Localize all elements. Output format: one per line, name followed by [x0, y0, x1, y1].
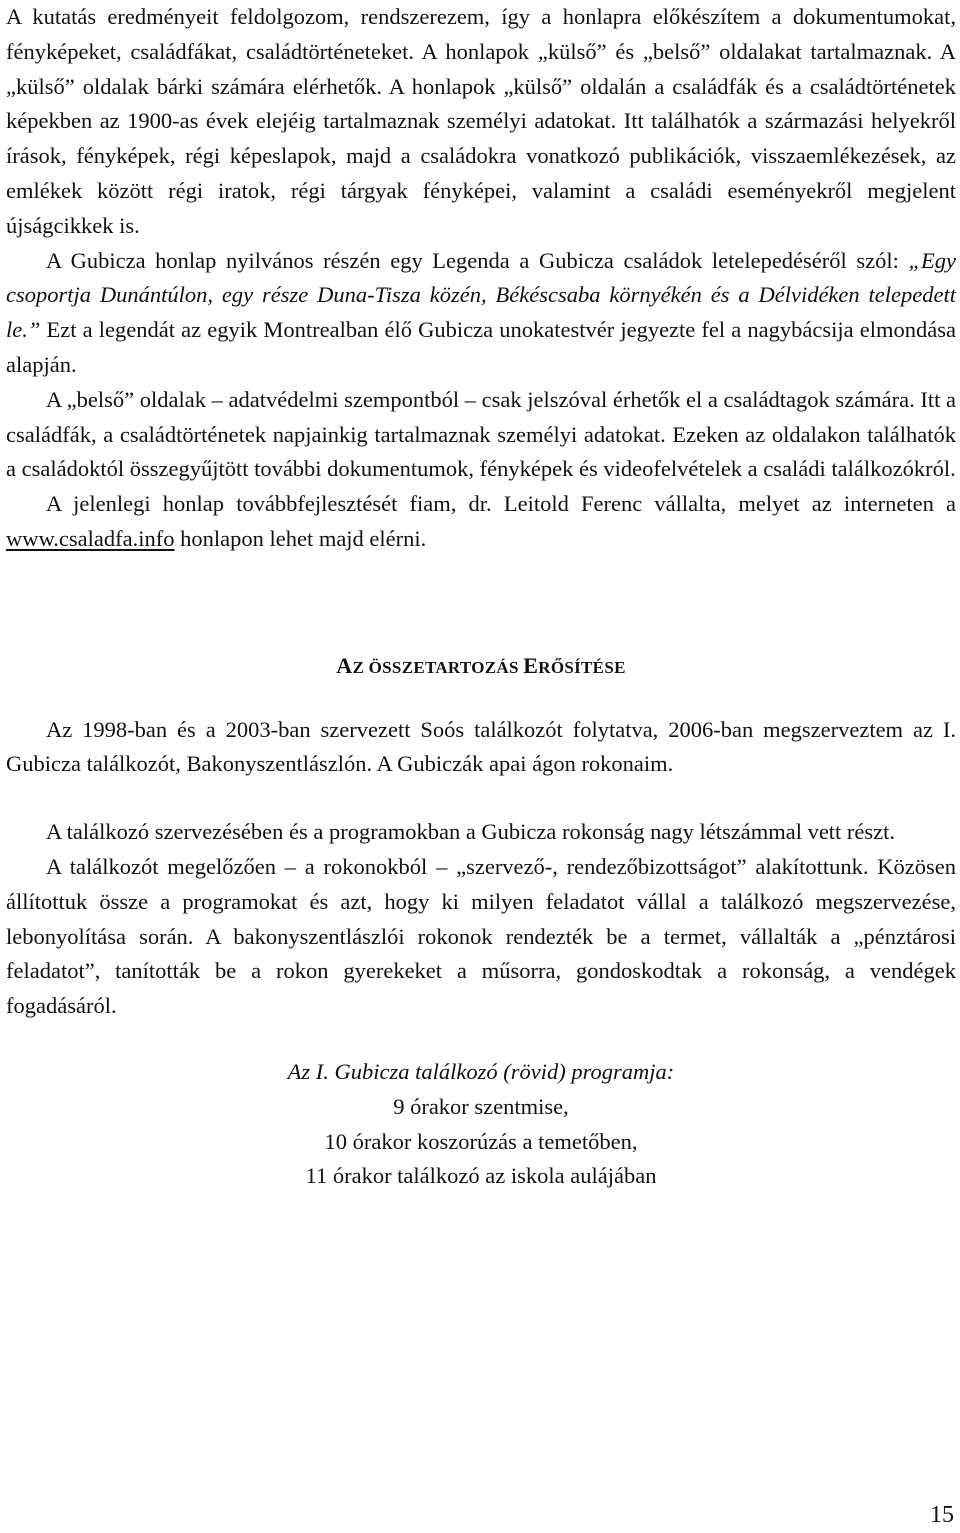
website-link[interactable]: www.csaladfa.info [6, 525, 175, 551]
legend-intro-text: A Gubicza honlap nyilvános részén egy Legenda a Gubicza családok letelepedéséről szól: [46, 247, 909, 273]
paragraph-organizing: A találkozót megelőzően – a rokonokból – „szervező-, rendezőbizottságot” alakítottunk. Közösen állítottuk össze a programokat és azt, hogy ki milyen feladatot vállal a találkozó megszervezése, lebonyolítása során. A bakonyszentlászlói rokonok rendezték be a termet, vállalták a „pénztárosi feladatot”, tanították be a rokon gyerekeket a műsorra, gondoskodtak a rokonság, a vendégek fogadásáról. [6, 853, 956, 1019]
legend-quote: „Egy csoportja Dunántúlon, egy része Duna-Tisza közén, Békéscsaba környékén és a Délvidéken telepedett le.” [6, 247, 956, 343]
page-number: 15 [930, 1502, 954, 1528]
paragraph-participation: A találkozó szervezésében és a programokban a Gubicza rokonság nagy létszámmal vett részt. [46, 819, 896, 845]
website-outro-text: honlapon lehet majd elérni. [174, 525, 427, 551]
paragraph-website [6, 487, 956, 557]
program-item: 11 órakor találkozó az iskola aulájában [305, 1163, 657, 1189]
paragraph-research: A kutatás eredményeit feldolgozom, rendszerezem, így a honlapra előkészítem a dokumentumokat, fényképeket, családfákat, családtörténeteket. A honlapok „külső” és „belső” oldalakat tartalmaznak. A „külső” oldalak bárki számára elérhetők. A honlapok „külső” oldalán a családfák és a családtörténetek képekben az 1900-as évek elejéig tartalmaznak személyi adatokat. Itt találhatók a származási helyekről írások, fényképek, régi képeslapok, majd a családokra vonatkozó publikációk, visszaemlékezések, az emlékek között régi iratok, régi tárgyak fényképei, valamint a családi eseményekről megjelent újságcikkek is. [6, 4, 956, 238]
paragraph-legend [6, 244, 956, 383]
website-intro-text: A jelenlegi honlap továbbfejlesztését fiam, dr. Leitold Ferenc vállalta, melyet az interneten a [46, 491, 956, 517]
program-title: Az I. Gubicza találkozó (rövid) programja: [287, 1058, 675, 1084]
program-item: 9 órakor szentmise, [393, 1093, 569, 1119]
legend-outro-text: Ezt a legendát az egyik Montrealban élő Gubicza unokatestvér jegyezte fel a nagybácsija elmondása alapján. [6, 317, 956, 377]
paragraph-reunion: Az 1998-ban és a 2003-ban szervezett Soós találkozót folytatva, 2006-ban megszerveztem az I. Gubicza találkozót, Bakonyszentlászlón. A Gubiczák apai ágon rokonaim. [6, 716, 956, 777]
program-item: 10 órakor koszorúzás a temetőben, [324, 1128, 638, 1154]
paragraph-internal-pages: A „belső” oldalak – adatvédelmi szempontból – csak jelszóval érhetők el a családtagok számára. Itt a családfák, a családtörténetek napjainkig tartalmaznak személyi adatokat. Ezeken az oldalakon találhatók a családoktól összegyűjtött további dokumentumok, fényképek és videofelvételek a családi találkozókról. [6, 386, 956, 482]
section-heading: AZ ÖSSZETARTOZÁS ERŐSÍTÉSE [336, 652, 626, 678]
document-page [6, 0, 956, 1194]
